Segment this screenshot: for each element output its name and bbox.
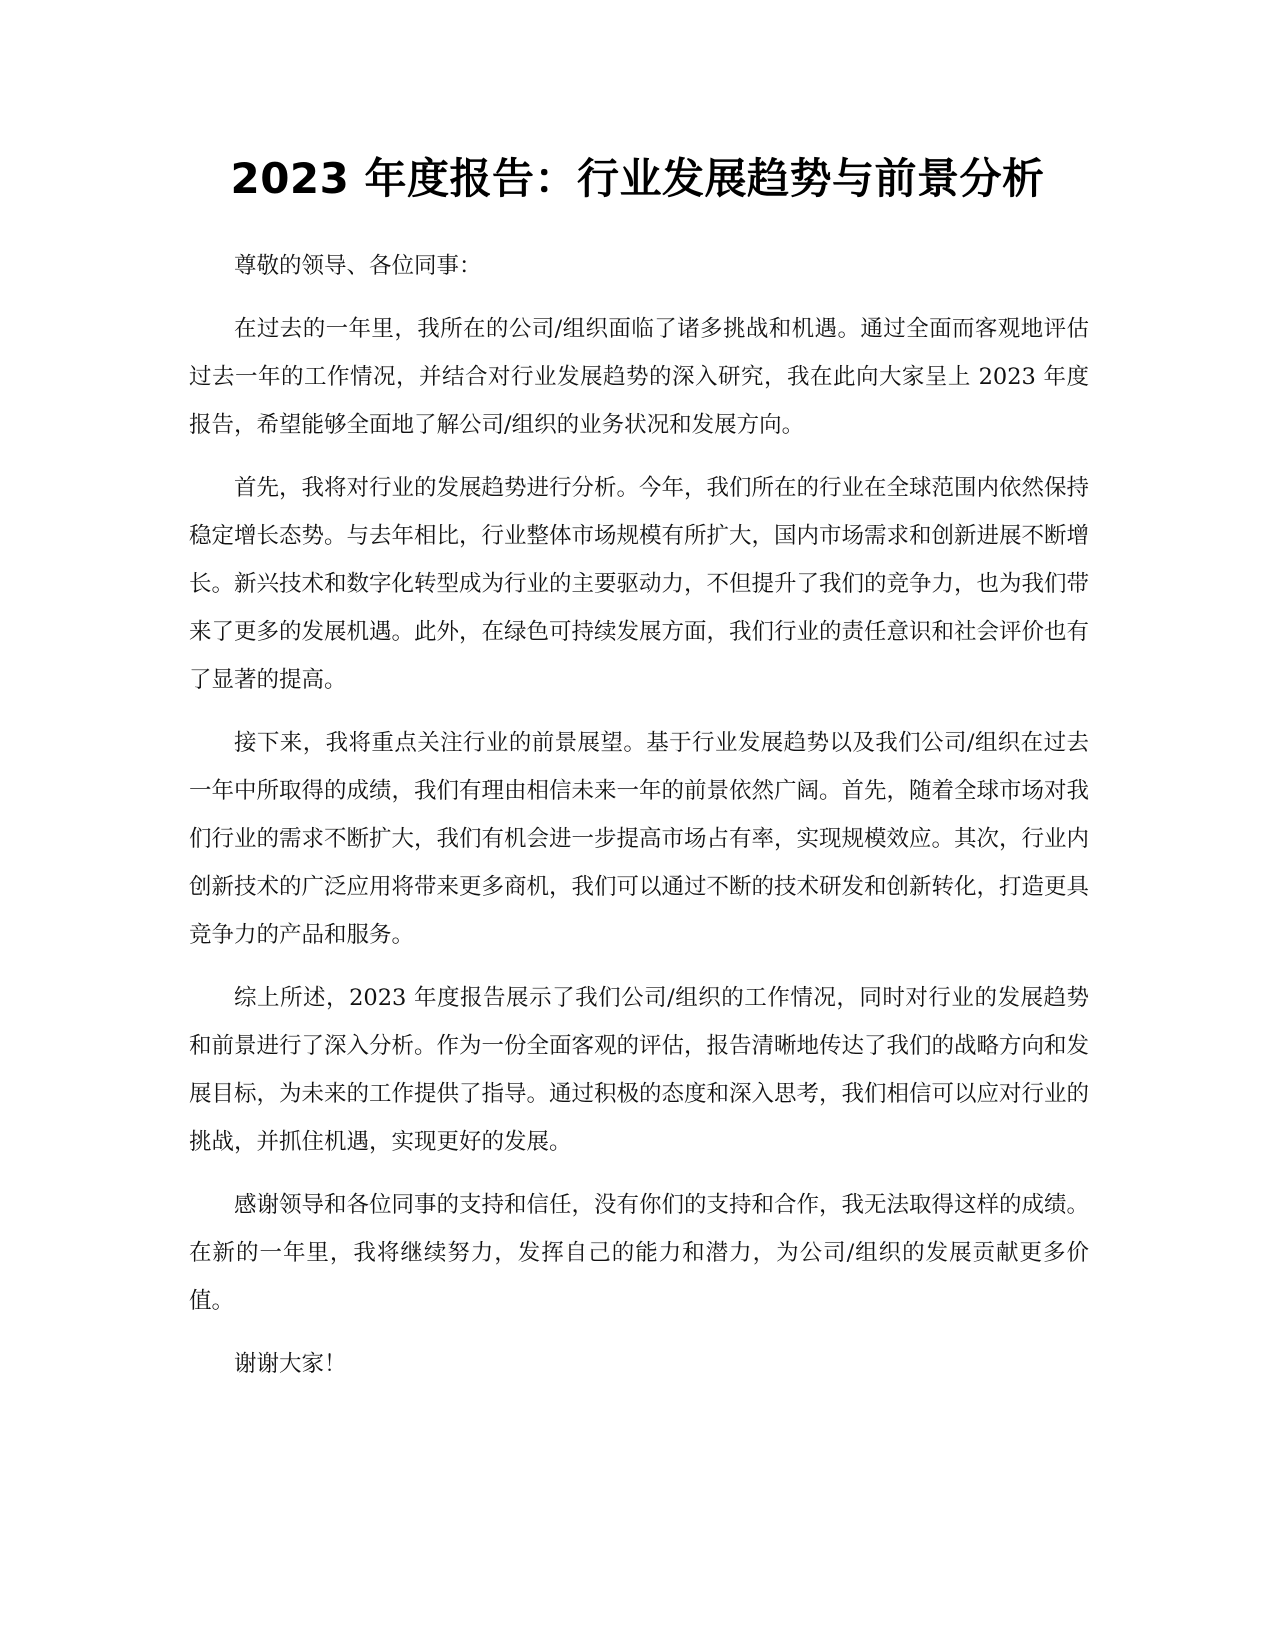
closing-paragraph: 谢谢大家！ xyxy=(234,1351,347,1377)
intro-paragraph: 在过去的一年里，我所在的公司/组织面临了诸多挑战和机遇。通过全面而客观地评估过去一年的工作情况，并结合对行业发展趋势的深入研究，我在此向大家呈上 2023 年度报告，希望能够全面地了解公司/组织的业务状况和发展方向。 xyxy=(189,316,1089,438)
document-title: 2023 年度报告：行业发展趋势与前景分析 xyxy=(230,154,1045,203)
document-body xyxy=(189,242,1089,1403)
trend-analysis-paragraph: 首先，我将对行业的发展趋势进行分析。今年，我们所在的行业在全球范围内依然保持稳定增长态势。与去年相比，行业整体市场规模有所扩大，国内市场需求和创新进展不断增长。新兴技术和数字化转型成为行业的主要驱动力，不但提升了我们的竞争力，也为我们带来了更多的发展机遇。此外，在绿色可持续发展方面，我们行业的责任意识和社会评价也有了显著的提高。 xyxy=(189,475,1090,693)
salutation-paragraph: 尊敬的领导、各位同事： xyxy=(234,253,482,279)
summary-paragraph: 综上所述，2023 年度报告展示了我们公司/组织的工作情况，同时对行业的发展趋势和前景进行了深入分析。作为一份全面客观的评估，报告清晰地传达了我们的战略方向和发展目标，为未来的工作提供了指导。通过积极的态度和深入思考，我们相信可以应对行业的挑战，并抓住机遇，实现更好的发展。 xyxy=(189,985,1090,1155)
thanks-paragraph: 感谢领导和各位同事的支持和信任，没有你们的支持和合作，我无法取得这样的成绩。在新的一年里，我将继续努力，发挥自己的能力和潜力，为公司/组织的发展贡献更多价值。 xyxy=(189,1192,1090,1314)
outlook-paragraph: 接下来，我将重点关注行业的前景展望。基于行业发展趋势以及我们公司/组织在过去一年中所取得的成绩，我们有理由相信未来一年的前景依然广阔。首先，随着全球市场对我们行业的需求不断扩大，我们有机会进一步提高市场占有率，实现规模效应。其次，行业内创新技术的广泛应用将带来更多商机，我们可以通过不断的技术研发和创新转化，打造更具竞争力的产品和服务。 xyxy=(189,730,1090,948)
